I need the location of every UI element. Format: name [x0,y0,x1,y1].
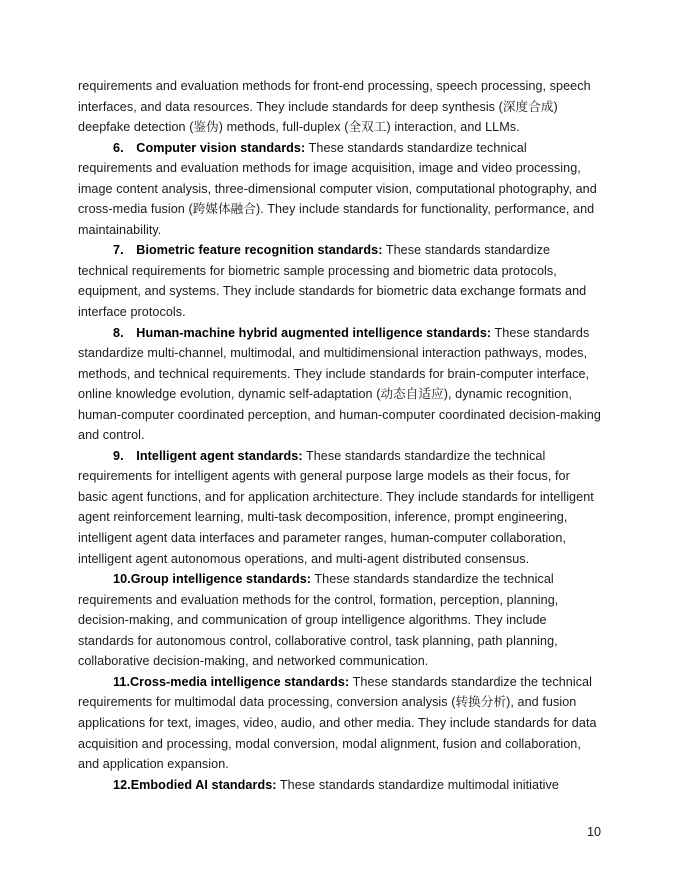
page-content [78,76,601,795]
list-item-heading: Human-machine hybrid augmented intelligence standards: [136,325,492,340]
list-item-number: 8. [113,325,137,340]
list-item [78,323,601,446]
list-item-body: These standards standardize technical requirements and evaluation methods for image acquisition, image and video processing, image content analysis, three-dimensional computer vision, computational photography, and cross-media fusion (跨媒体融合). They include standards for functionality, performance, and maintainability. [78,140,597,237]
list-item-heading: Embodied AI standards: [130,777,277,792]
list-item-number: 10. [113,572,131,587]
page-number: 10 [586,825,601,839]
list-item-body: These standards standardize multi-channel, multimodal, and multidimensional interaction pathways, modes, methods, and technical requirements. They include standards for brain-computer interface, online knowledge evolution, dynamic self-adaptation (动态自适应), dynamic recognition, human-computer coordinated perception, and human-computer coordinated decision-making and control. [78,325,601,443]
list-item-body: These standards standardize technical requirements for biometric sample processing and biometric data protocols, equipment, and systems. They include standards for biometric data exchange formats and interface protocols. [78,243,587,320]
continuation-paragraph: requirements and evaluation methods for front-end processing, speech processing, speech interfaces, and data resources. They include standards for deep synthesis (深度合成) deepfake detection (鉴伪) methods, full-duplex (全双工) interaction, and LLMs. [78,79,591,135]
list-item-number: 9. [113,448,137,463]
list-item [78,672,601,775]
list-item-number: 11. [113,674,131,689]
list-item-heading: Group intelligence standards: [130,572,312,587]
list-item-heading: Cross-media intelligence standards: [130,674,350,689]
list-item [78,569,601,672]
list-item-heading: Intelligent agent standards: [136,448,303,463]
list-item-number: 12. [113,777,131,792]
list-item-body: These standards standardize multimodal initiative [276,777,559,792]
list-item-number: 6. [113,140,137,155]
list-item-number: 7. [113,243,137,258]
list-item [78,240,601,322]
list-item [78,446,601,569]
list-item-heading: Biometric feature recognition standards: [136,243,383,258]
list-item-body: These standards standardize the technical requirements and evaluation methods for the control, formation, perception, planning, decision-making, and communication of group intelligence algorithms. They include standards for autonomous control, collaborative control, task planning, path planning, collaborative decision-making, and networked communication. [78,572,559,669]
list-item [78,775,601,796]
list-item-heading: Computer vision standards: [136,140,306,155]
list-item-body: These standards standardize the technical requirements for multimodal data processing, conversion analysis (转换分析), and fusion applications for text, images, video, audio, and other media. They include standards for data acquisition and processing, modal conversion, modal alignment, fusion and collaboration, and application expansion. [78,674,597,772]
list-item-body: These standards standardize the technical requirements for intelligent agents with general purpose large models as their focus, for basic agent functions, and for application architecture. They include standards for intelligent agent reinforcement learning, multi-task decomposition, inference, prompt engineering, intelligent agent data interfaces and parameter ranges, human-computer collaboration, intelligent agent autonomous operations, and multi-agent distributed consensus. [78,448,594,566]
list-item [78,138,601,241]
